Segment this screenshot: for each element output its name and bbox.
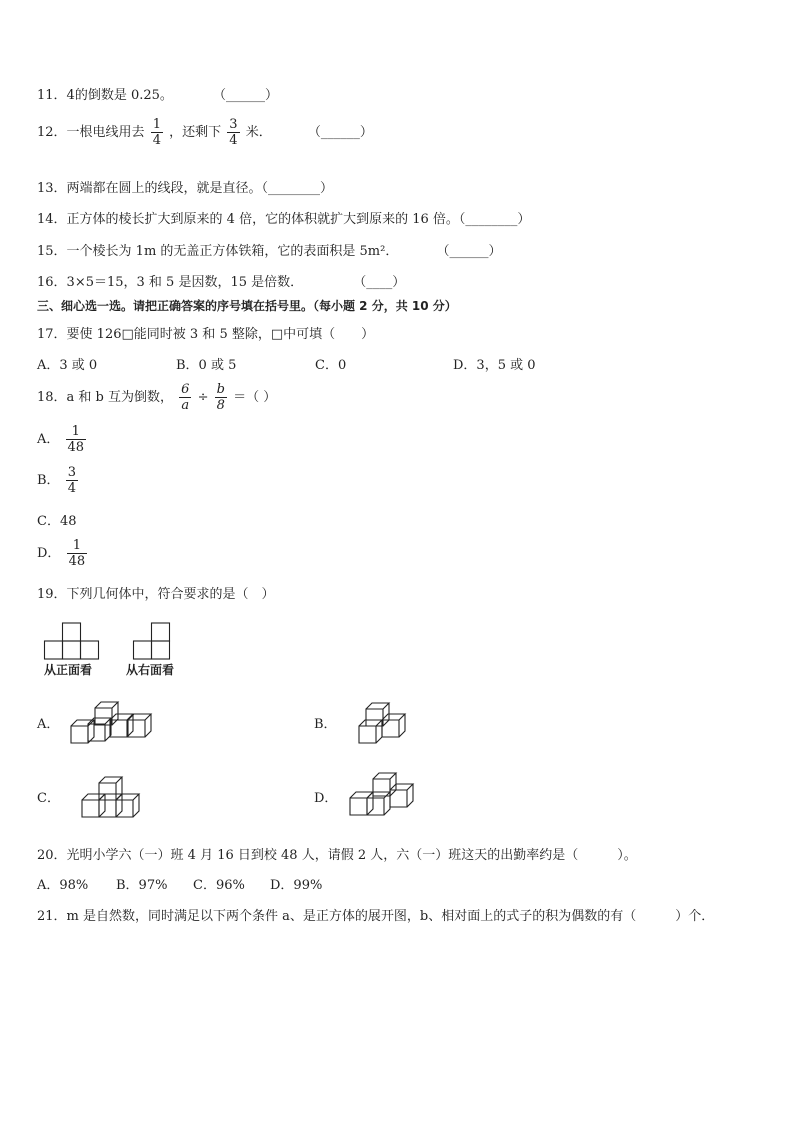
q19-option-c-solid [80,776,145,821]
q18-option-a[interactable]: A． $\frac{1}{48}$ [37,424,85,455]
front-view-figure [44,622,100,660]
q17-option-b[interactable]: B．0 或 5 [176,358,237,373]
q18-option-b[interactable]: B． $\frac{3}{4}$ [37,465,76,496]
q20-option-b[interactable]: B．97% [116,878,168,893]
question-20 [37,844,637,863]
question-20-text[interactable]: 20．光明小学六（一）班 4 月 16 日到校 48 人，请假 2 人，六（一）班这天的出勤率约是（ ）。 [37,848,637,863]
question-16-text: 16．3×5＝15，3 和 5 是因数，15 是倍数． [37,275,304,290]
cube-block [366,703,389,726]
q20-option-a[interactable]: A．98% [37,878,89,893]
fraction-b-over-eight: $\frac{b}{8}$ [216,382,225,413]
cube-block [110,714,133,737]
cube-block [95,702,118,725]
question-12-prefix: 12．一根电线用去 [37,125,145,140]
q20-option-c[interactable]: C．96% [193,878,245,893]
q17-option-a[interactable]: A．3 或 0 [37,358,98,373]
question-16 [37,271,405,290]
answer-blank-11[interactable]: （______） [213,88,279,103]
question-18: 18．a 和 b 互为倒数， $\frac{6}{a}$ ÷ $\frac{b}{8}$ ＝（ ） [37,382,277,413]
question-15-text: 15．一个棱长为 1m 的无盖正方体铁箱，它的表面积是 5m²． [37,244,399,259]
q17-option-d[interactable]: D．3，5 或 0 [453,358,536,373]
q18-option-d[interactable]: D． $\frac{1}{48}$ [37,538,86,569]
question-14-text[interactable]: 14．正方体的棱长扩大到原来的 4 倍，它的体积就扩大到原来的 16 倍。（________） [37,212,531,227]
cube-block [128,714,151,737]
right-view-label: 从右面看 [126,663,175,677]
fraction-three-quarters: $\frac{3}{4}$ [229,117,238,148]
question-12: 12．一根电线用去 $\frac{1}{4}$ ，还剩下 $\frac{3}{4}$ 米． （______） [37,117,373,148]
fraction-one-over-48: $\frac{1}{48}$ [68,538,86,569]
question-13-text[interactable]: 13．两端都在圆上的线段，就是直径。（________） [37,181,334,196]
question-18-prefix: 18．a 和 b 互为倒数， [37,390,174,405]
question-13 [37,177,333,196]
question-11 [37,84,278,103]
q19-option-d[interactable]: D． [314,791,338,806]
fraction-one-over-48: $\frac{1}{48}$ [67,424,85,455]
section-3-heading: 三、细心选一选。请把正确答案的序号填在括号里。（每小题 2 分，共 10 分） [37,299,457,313]
cube-block [390,784,413,807]
question-17 [37,323,374,342]
question-11-text: 11．4的倒数是 0.25。 [37,88,173,103]
right-view-figure [133,622,171,660]
question-19-text: 19．下列几何体中，符合要求的是（ ） [37,587,275,602]
q17-option-c[interactable]: C．0 [315,358,347,373]
answer-blank-15[interactable]: （______） [436,244,502,259]
front-view-label: 从正面看 [44,663,93,677]
answer-blank-12[interactable]: （______） [307,125,373,140]
question-21 [37,905,714,924]
q19-option-d-solid [348,770,418,820]
question-19 [37,583,275,602]
q19-option-c[interactable]: C． [37,791,60,806]
cube-block [359,720,382,743]
fraction-six-over-a: $\frac{6}{a}$ [181,382,190,413]
fraction-one-quarter: $\frac{1}{4}$ [152,117,161,148]
q19-option-b-solid [356,700,411,748]
fraction-three-quarters: $\frac{3}{4}$ [67,465,76,496]
cube-block [88,718,111,741]
q19-option-a[interactable]: A． [37,717,60,732]
question-14 [37,208,530,227]
q18-option-c[interactable]: C．48 [37,514,77,529]
answer-blank-16[interactable]: （____） [353,275,406,290]
question-17-text: 17．要使 126□能同时被 3 和 5 整除，□中可填（ ） [37,327,375,342]
q20-option-d[interactable]: D．99% [270,878,323,893]
q19-option-b[interactable]: B． [314,717,337,732]
cube-block [382,714,405,737]
q19-option-a-solid [68,698,158,748]
question-15 [37,240,502,259]
question-21-text[interactable]: 21．m 是自然数，同时满足以下两个条件 a、是正方体的展开图，b、相对面上的式子的积为偶数的有（ ）个． [37,909,715,924]
